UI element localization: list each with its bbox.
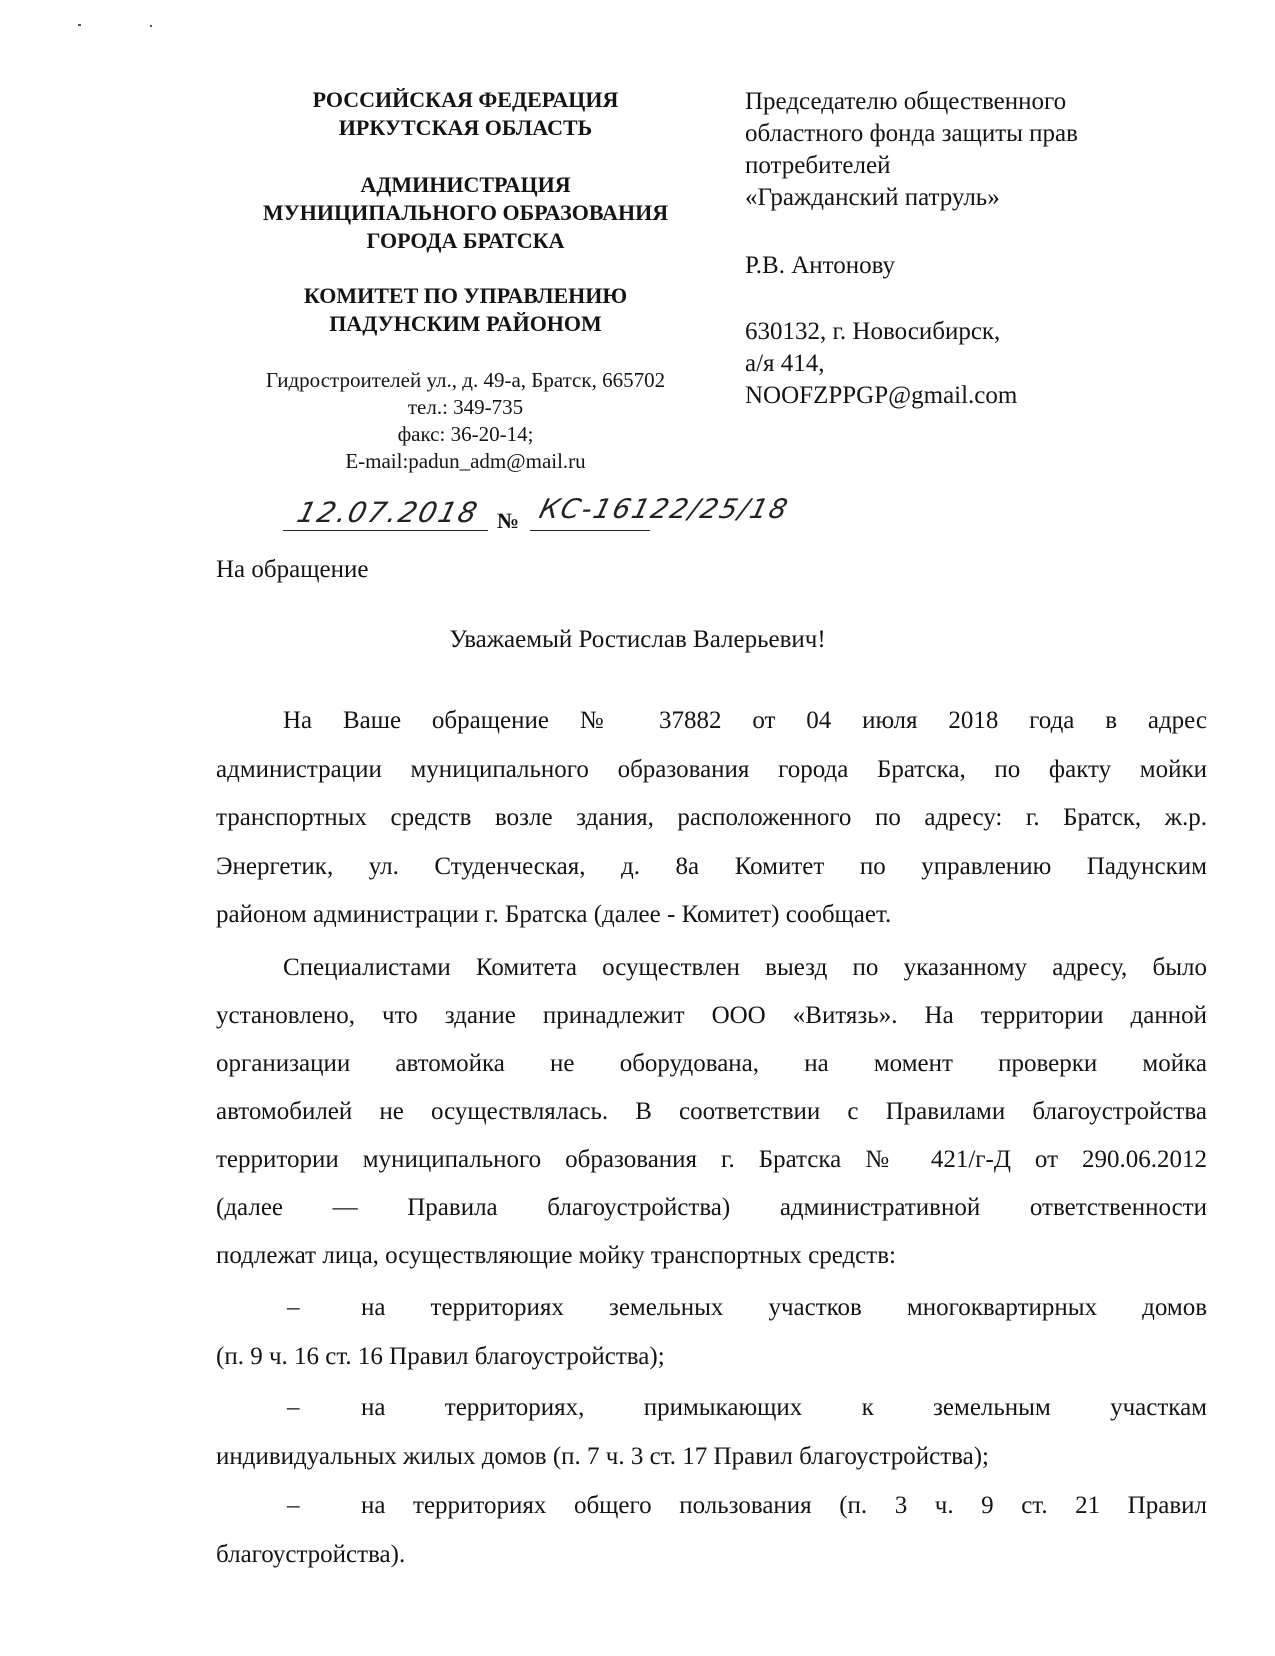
registration-date: 12.07.2018 xyxy=(293,496,483,529)
header-committee: КОМИТЕТ ПО УПРАВЛЕНИЮ xyxy=(303,283,628,308)
paragraph-1-line: транспортных средств возле здания, расположенного по адресу: г. Братск, ж.р. xyxy=(216,804,1207,831)
date-underline xyxy=(283,530,488,531)
list-dash: – xyxy=(287,1394,300,1421)
paragraph-2-line: (далее — Правила благоустройства) административной ответственности xyxy=(216,1194,1207,1221)
header-city: ГОРОДА БРАТСКА xyxy=(366,228,565,253)
paragraph-2-line: установлено, что здание принадлежит ООО «Витязь». На территории данной xyxy=(216,1002,1207,1029)
recipient-title-1: Председателю общественного xyxy=(745,88,1067,115)
paragraph-2-line: территории муниципального образования г. Братска № 421/г-Д от 290.06.2012 xyxy=(216,1146,1207,1173)
paragraph-1-line: На Ваше обращение № 37882 от 04 июля 2018 года в адрес xyxy=(283,707,1207,734)
sender-header xyxy=(228,86,703,142)
salutation: Уважаемый Ростислав Валерьевич! xyxy=(449,626,826,653)
paragraph-2-line: автомобилей не осуществлялась. В соответствии с Правилами благоустройства xyxy=(216,1098,1207,1125)
list-dash: – xyxy=(287,1492,300,1519)
sender-phone: тел.: 349-735 xyxy=(407,395,524,419)
recipient-block xyxy=(745,86,1245,214)
number-underline xyxy=(530,530,650,531)
list-item-text: на территориях земельных участков многоквартирных домов xyxy=(361,1294,1207,1321)
recipient-organization: «Гражданский патруль» xyxy=(745,184,1000,211)
recipient-title-3: потребителей xyxy=(745,152,891,179)
sender-administration xyxy=(228,171,703,255)
paragraph-1-line: Энергетик, ул. Студенческая, д. 8а Комитет по управлению Падунским xyxy=(216,853,1207,880)
header-municipality: МУНИЦИПАЛЬНОГО ОБРАЗОВАНИЯ xyxy=(262,200,669,225)
header-country: РОССИЙСКАЯ ФЕДЕРАЦИЯ xyxy=(312,87,619,112)
scan-speck xyxy=(150,25,152,27)
recipient-email: NOOFZPPGP@gmail.com xyxy=(745,382,1018,409)
list-dash: – xyxy=(287,1294,300,1321)
paragraph-2-line: Специалистами Комитета осуществлен выезд по указанному адресу, было xyxy=(283,954,1207,981)
sender-fax: факс: 36-20-14; xyxy=(397,422,534,446)
header-region: ИРКУТСКАЯ ОБЛАСТЬ xyxy=(338,115,593,140)
list-item-continuation: (п. 9 ч. 16 ст. 16 Правил благоустройства); xyxy=(216,1343,665,1370)
number-sign: № xyxy=(497,508,520,533)
scan-speck xyxy=(78,24,81,26)
registration-number: КС-16122/25/18 xyxy=(536,494,793,525)
list-item-text: на территориях, примыкающих к земельным участкам xyxy=(361,1394,1207,1421)
recipient-postal: 630132, г. Новосибирск, xyxy=(745,318,1001,345)
paragraph-2-line: подлежат лица, осуществляющие мойку транспортных средств: xyxy=(216,1242,896,1269)
sender-contacts xyxy=(228,367,703,475)
sender-address: Гидростроителей ул., д. 49-а, Братск, 665702 xyxy=(265,368,666,392)
paragraph-2-line: организации автомойка не оборудована, на момент проверки мойка xyxy=(216,1050,1207,1077)
paragraph-1-line: администрации муниципального образования города Братска, по факту мойки xyxy=(216,756,1207,783)
subject-line: На обращение xyxy=(216,556,369,583)
sender-committee xyxy=(228,282,703,338)
list-item-continuation: благоустройства). xyxy=(216,1541,406,1568)
header-administration: АДМИНИСТРАЦИЯ xyxy=(360,172,571,197)
recipient-title-2: областного фонда защиты прав xyxy=(745,120,1078,147)
recipient-box: а/я 414, xyxy=(745,350,825,377)
header-district: ПАДУНСКИМ РАЙОНОМ xyxy=(329,311,602,336)
list-item-text: на территориях общего пользования (п. 3 ч. 9 ст. 21 Правил xyxy=(361,1492,1207,1519)
paragraph-1-line: районом администрации г. Братска (далее - Комитет) сообщает. xyxy=(216,901,892,928)
recipient-address xyxy=(745,316,1245,412)
sender-email: E-mail:padun_adm@mail.ru xyxy=(345,449,586,473)
list-item-continuation: индивидуальных жилых домов (п. 7 ч. 3 ст. 17 Правил благоустройства); xyxy=(216,1443,989,1470)
recipient-name: Р.В. Антонову xyxy=(745,252,896,279)
